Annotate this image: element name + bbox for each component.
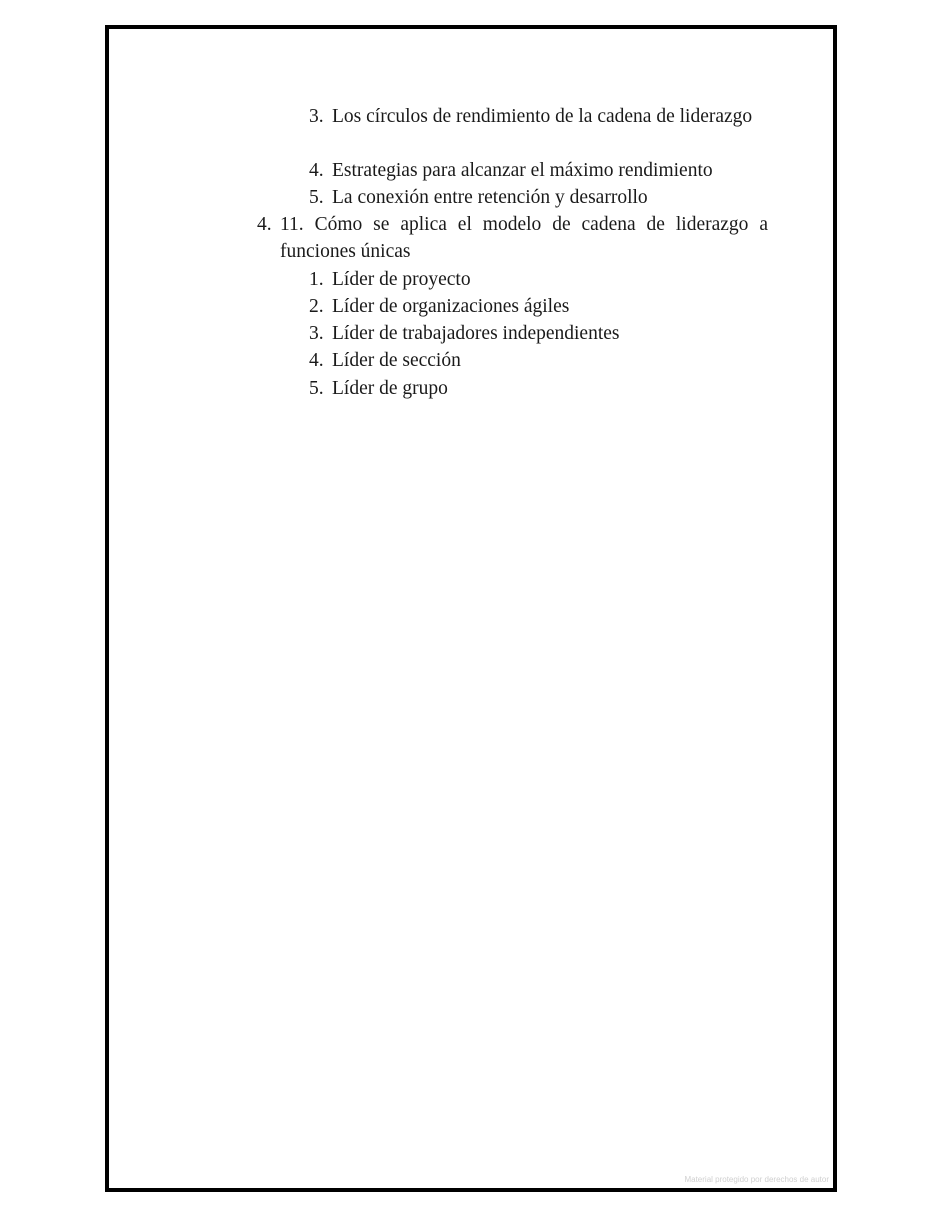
list-item-text: Estrategias para alcanzar el máximo rendimiento bbox=[332, 160, 713, 181]
list-item bbox=[309, 266, 768, 293]
copyright-watermark: Material protegido por derechos de autor bbox=[684, 1175, 829, 1184]
list-item bbox=[309, 375, 768, 402]
list-item-number: 3. bbox=[309, 323, 324, 344]
list-item-text: Los círculos de rendimiento de la cadena de liderazgo bbox=[332, 106, 753, 127]
list-item-text: Líder de organizaciones ágiles bbox=[332, 296, 570, 317]
list-item bbox=[309, 184, 768, 211]
list-item-number: 4. bbox=[257, 214, 272, 235]
list-item bbox=[309, 320, 768, 347]
list-item-number: 5. bbox=[309, 187, 324, 208]
list-item-number: 2. bbox=[309, 296, 324, 317]
list-item bbox=[309, 293, 768, 320]
list-item bbox=[309, 347, 768, 374]
list-item bbox=[309, 103, 768, 130]
list-item-number: 4. bbox=[309, 160, 324, 181]
list-item-text: Líder de sección bbox=[332, 350, 461, 371]
list-item-text: Líder de proyecto bbox=[332, 269, 471, 290]
list-item-number: 1. bbox=[309, 269, 324, 290]
list-item-text: Líder de grupo bbox=[332, 378, 448, 399]
list-item-number: 4. bbox=[309, 350, 324, 371]
list-item-number: 3. bbox=[309, 106, 324, 127]
document-page bbox=[105, 25, 837, 1192]
list-item-text: Líder de trabajadores independientes bbox=[332, 323, 620, 344]
list-item-text: La conexión entre retención y desarrollo bbox=[332, 187, 648, 208]
list-item-text: 11. Cómo se aplica el modelo de cadena de liderazgo a funciones únicas bbox=[280, 214, 768, 262]
list-item bbox=[309, 157, 768, 184]
list-item-number: 5. bbox=[309, 378, 324, 399]
list-item bbox=[257, 211, 768, 265]
